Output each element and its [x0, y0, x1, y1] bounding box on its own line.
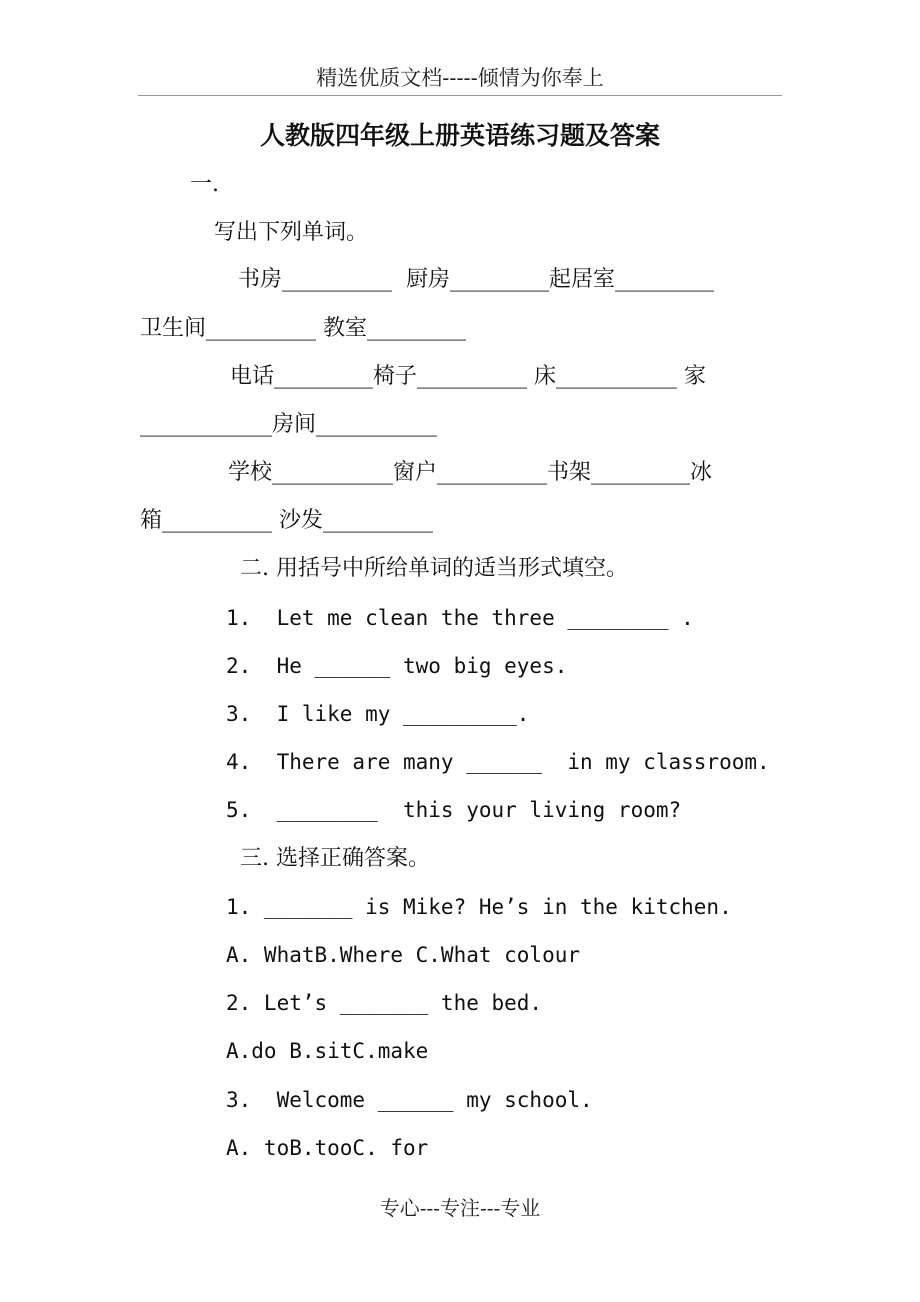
section-1-number: 一. — [190, 172, 219, 197]
word-line: 箱__________ 沙发__________ — [140, 508, 433, 533]
word-line: 书房__________ 厨房_________起居室_________ — [238, 267, 714, 292]
section-3-heading: 三. 选择正确答案。 — [240, 846, 430, 871]
header-divider — [138, 95, 782, 96]
section-2-heading: 二. 用括号中所给单词的适当形式填空。 — [240, 556, 628, 581]
question-item: 5. ________ this your living room? — [226, 798, 682, 822]
page-footer: 专心---专注---专业 — [379, 1196, 541, 1220]
question-item: 1. _______ is Mike? He’s in the kitchen. — [226, 895, 732, 919]
section-1-instruction: 写出下列单词。 — [214, 220, 369, 245]
page-header: 精选优质文档-----倾情为你奉上 — [316, 66, 604, 90]
word-line: 电话_________椅子__________ 床___________ 家 — [230, 364, 706, 389]
question-item: 1. Let me clean the three ________ . — [226, 606, 694, 630]
answer-options: A.do B.sitC.make — [226, 1039, 429, 1063]
word-line: 卫生间__________ 教室_________ — [140, 316, 466, 341]
question-item: 2. Let’s _______ the bed. — [226, 991, 543, 1015]
word-line: ____________房间___________ — [140, 412, 438, 437]
answer-options: A. toB.tooC. for — [226, 1136, 429, 1160]
question-item: 2. He ______ two big eyes. — [226, 654, 568, 678]
question-item: 4. There are many ______ in my classroom. — [226, 750, 770, 774]
question-item: 3. Welcome ______ my school. — [226, 1088, 593, 1112]
answer-options: A. WhatB.Where C.What colour — [226, 943, 581, 967]
question-item: 3. I like my _________. — [226, 702, 530, 726]
word-line: 学校___________窗户__________书架_________冰 — [228, 460, 713, 485]
document-title: 人教版四年级上册英语练习题及答案 — [259, 121, 660, 150]
